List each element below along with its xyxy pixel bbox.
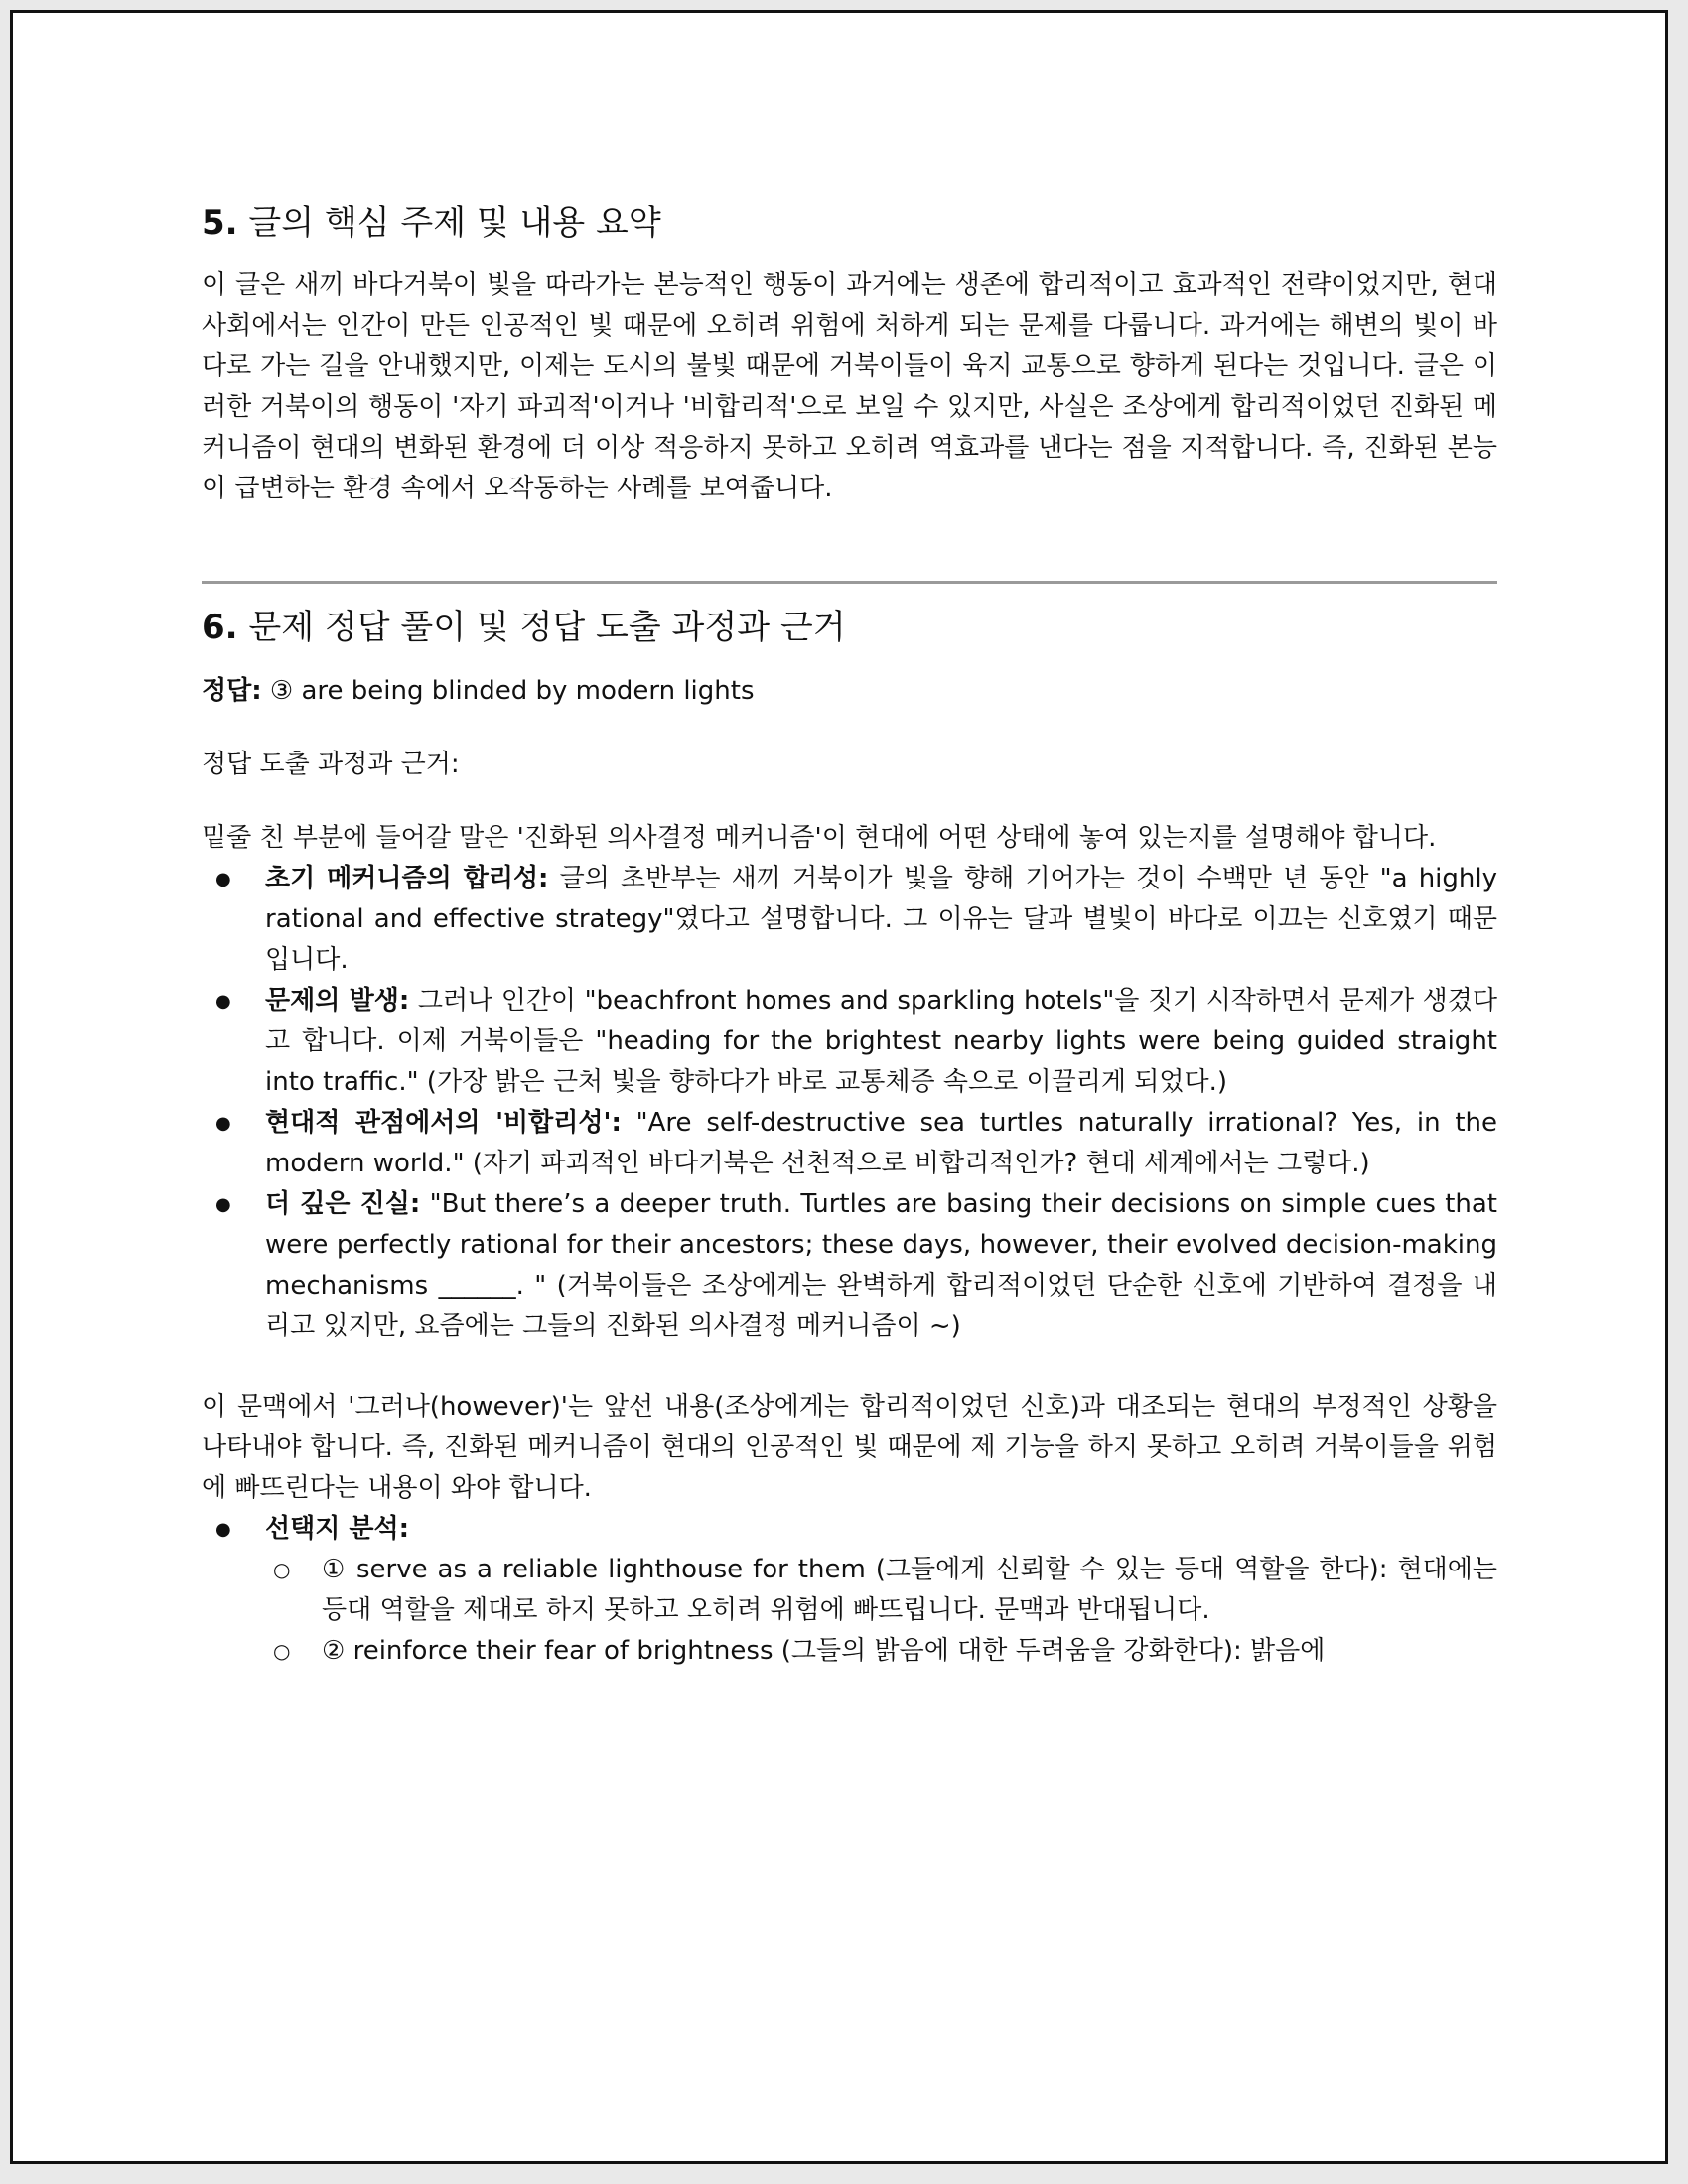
context-paragraph: 이 문맥에서 '그러나(however)'는 앞선 내용(조상에게는 합리적이었던 신호)과 대조되는 현대의 부정적인 상황을 나타내야 합니다. 즉, 진화된 메커니즘이 현대의 인공적인 빛 때문에 제 기능을 하지 못하고 오히려 거북이들을 위험에 빠뜨린다는 내용이 와야 합니다. xyxy=(202,1392,1497,1503)
section-5-title: 글의 핵심 주제 및 내용 요약 xyxy=(248,204,661,243)
answer-line xyxy=(202,671,1497,712)
option-item: ○ ① serve as a reliable lighthouse for them (그들에게 신뢰할 수 있는 등대 역할을 한다): 현대에는 등대 역할을 제대로 하지 못하고 오히려 위험에 빠뜨립니다. 문맥과 반대됩니다. xyxy=(265,1550,1497,1631)
intro-paragraph: 밑줄 친 부분에 들어갈 말은 '진화된 의사결정 메커니즘'이 현대에 어떤 상태에 놓여 있는지를 설명해야 합니다. xyxy=(202,823,1437,853)
bullet-text: 그러나 인간이 "beachfront homes and sparkling hotels"을 짓기 시작하면서 문제가 생겼다고 합니다. 이제 거북이들은 "heading for the brightest nearby lights were being guided straight into traffic." (가장 밝은 근처 빛을 향하다가 바로 교통체증 속으로 이끌리게 되었다.) xyxy=(265,986,1498,1097)
section-divider xyxy=(202,581,1497,584)
reasoning-list xyxy=(202,859,1497,1347)
bullet-text: "Are self-destructive sea turtles naturally irrational? Yes, in the modern world." (자기 파괴적인 바다거북은 선천적으로 비합리적인가? 현대 세계에서는 그렇다.) xyxy=(265,1108,1498,1178)
section-5-number: 5. xyxy=(202,204,238,243)
answer-value: ③ are being blinded by modern lights xyxy=(269,676,755,706)
bullet-label: 현대적 관점에서의 '비합리성': xyxy=(265,1108,622,1138)
list-item xyxy=(202,981,1497,1103)
options-label: 선택지 분석: xyxy=(265,1514,410,1544)
section-5-summary-paragraph: 이 글은 새끼 바다거북이 빛을 따라가는 본능적인 행동이 과거에는 생존에 합리적이고 효과적인 전략이었지만, 현대 사회에서는 인간이 만든 인공적인 빛 때문에 오히려 위험에 처하게 되는 문제를 다룹니다. 과거에는 해변의 빛이 바다로 가는 길을 안내했지만, 이제는 도시의 불빛 때문에 거북이들이 육지 교통으로 향하게 된다는 것입니다. 글은 이러한 거북이의 행동이 '자기 파괴적'이거나 '비합리적'으로 보일 수 있지만, 사실은 조상에게 합리적이었던 진화된 메커니즘이 현대의 변화된 환경에 더 이상 적응하지 못하고 오히려 역효과를 낸다는 점을 지적합니다. 즉, 진화된 본능이 급변하는 환경 속에서 오작동하는 사례를 보여줍니다. xyxy=(202,270,1497,503)
section-6-title: 문제 정답 풀이 및 정답 도출 과정과 근거 xyxy=(248,608,846,647)
bullet-label: 더 깊은 진실: xyxy=(265,1189,421,1219)
list-item xyxy=(202,859,1497,981)
bullet-text: 글의 초반부는 새끼 거북이가 빛을 향해 기어가는 것이 수백만 년 동안 "a highly rational and effective strategy"였다고 설명합니다. 그 이유는 달과 별빛이 바다로 이끄는 신호였기 때문입니다. xyxy=(265,864,1497,975)
process-label: 정답 도출 과정과 근거: xyxy=(202,750,460,779)
bullet-label: 초기 메커니즘의 합리성: xyxy=(265,864,549,893)
section-5-heading xyxy=(202,202,1497,245)
options-list xyxy=(202,1509,1497,1672)
document-page xyxy=(10,10,1668,2164)
option-item: ○ ② reinforce their fear of brightness (그들의 밝음에 대한 두려움을 강화한다): 밝음에 xyxy=(265,1631,1497,1672)
section-6-number: 6. xyxy=(202,608,238,647)
list-item xyxy=(202,1103,1497,1184)
bullet-text: "But there’s a deeper truth. Turtles are basing their decisions on simple cues that were perfectly rational for their ancestors; these days, however, their evolved decision-making mechanisms ______. " (거북이들은 조상에게는 완벽하게 합리적이었던 단순한 신호에 기반하여 결정을 내리고 있지만, 요즘에는 그들의 진화된 의사결정 메커니즘이 ~) xyxy=(265,1189,1498,1341)
list-item xyxy=(202,1509,1497,1672)
page-content xyxy=(202,202,1497,1672)
section-6-heading xyxy=(202,606,1497,649)
answer-label: 정답: xyxy=(202,676,262,706)
bullet-label: 문제의 발생: xyxy=(265,986,410,1016)
options-sublist xyxy=(265,1550,1497,1672)
list-item xyxy=(202,1184,1497,1347)
